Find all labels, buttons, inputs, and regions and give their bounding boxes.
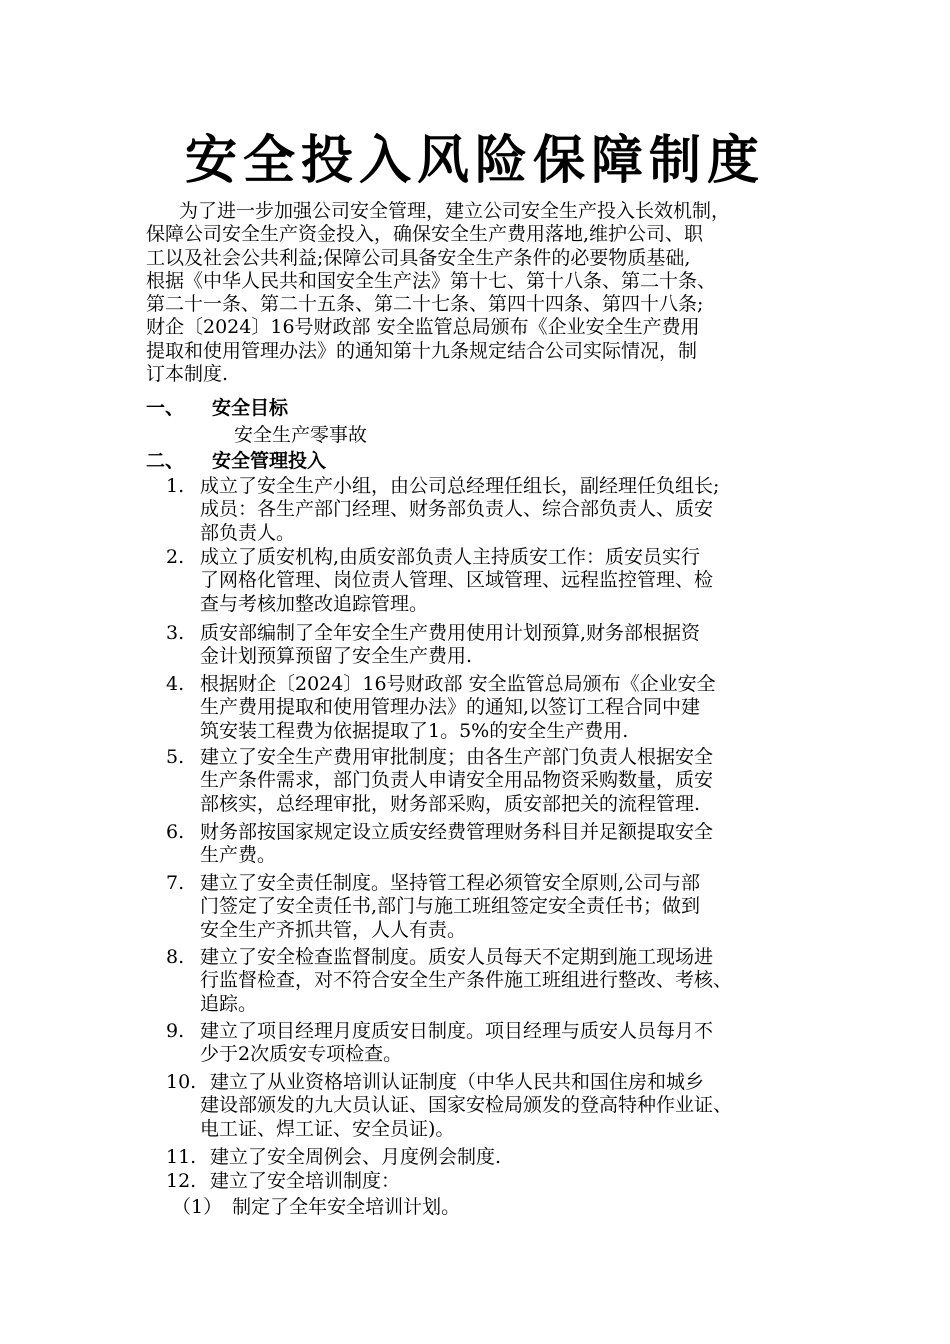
list-item-line: 筑安装工程费为依据提取了1。5%的安全生产费用. — [200, 719, 629, 742]
list-item-number: 1. — [166, 475, 185, 497]
list-item-line: 建立了安全责任制度。坚持管工程必须管安全原则,公司与部 — [200, 872, 701, 894]
list-item-line: 生产费。 — [200, 844, 277, 867]
list-item-line: 了网格化管理、岗位责人管理、区域管理、远程监控管理、检 — [200, 569, 714, 592]
list-item-number: 7. — [166, 872, 185, 894]
section-title: 安全目标 — [212, 397, 289, 419]
list-item-line: 建立了从业资格培训认证制度（中华人民共和国住房和城乡 — [210, 1071, 705, 1093]
list-item-line: 部负责人。 — [200, 521, 296, 544]
list-item-text — [200, 1170, 400, 1193]
list-item-line: 建立了安全周例会、月度例会制度. — [210, 1146, 502, 1168]
list-item-number: 9. — [166, 1020, 185, 1042]
list-item-line: 根据财企〔2024〕16号财政部 安全监管总局颁布《企业安全 — [200, 673, 716, 695]
intro-line: 提取和使用管理办法》的通知第十九条规定结合公司实际情况，制 — [146, 339, 698, 362]
intro-line: 财企〔2024〕16号财政部 安全监管总局颁布《企业安全生产费用 — [146, 316, 700, 339]
goal-text: 安全生产零事故 — [234, 424, 368, 446]
list-item-line: 电工证、焊工证、安全员证)。 — [200, 1117, 455, 1140]
list-item-text — [200, 1146, 501, 1169]
list-item-line: 生产条件需求，部门负责人申请安全用品物资采购数量，质安 — [200, 769, 714, 792]
list-item-line: 查与考核加整改追踪管理。 — [200, 592, 429, 615]
list-item-number: 5. — [166, 746, 185, 768]
list-item-line: 财务部按国家规定设立质安经费管理财务科目并足额提取安全 — [200, 821, 714, 843]
list-item-line: 部核实，总经理审批，财务部采购，质安部把关的流程管理. — [200, 792, 701, 815]
list-item-text — [200, 821, 713, 868]
list-item-number: 11. — [166, 1146, 197, 1168]
list-item-line: 生产费用提取和使用管理办法》的通知,以签订工程合同中建 — [200, 696, 701, 719]
list-item-text — [200, 546, 713, 616]
list-item-line: 建立了安全生产费用审批制度；由各生产部门负责人根据安全 — [200, 746, 714, 768]
list-item-text — [200, 673, 716, 743]
list-item-line: 质安部编制了全年安全生产费用使用计划预算,财务部根据资 — [200, 622, 701, 644]
list-item-line: 行监督检查，对不符合安全生产条件施工班组进行整改、考核、 — [200, 969, 733, 992]
list-item-number: 12. — [166, 1170, 197, 1192]
intro-line: 工以及社会公共利益;保障公司具备安全生产条件的必要物质基础, — [146, 246, 691, 269]
list-item-line: 成立了质安机构,由质安部负责人主持质安工作：质安员实行 — [200, 546, 701, 568]
list-item-line: 建立了安全培训制度： — [210, 1170, 401, 1192]
list-item-number: 6. — [166, 821, 185, 843]
list-item-text — [200, 746, 713, 816]
sub-list-item-text: 制定了全年安全培训计划。 — [232, 1196, 461, 1218]
section-heading-goal — [146, 397, 288, 420]
list-item-line: 建设部颁发的九大员认证、国家安检局颁发的登高特种作业证、 — [200, 1094, 733, 1117]
list-item-line: 成立了安全生产小组，由公司总经理任组长，副经理任负组长; — [200, 475, 720, 497]
list-item-line: 建立了安全检查监督制度。质安人员每天不定期到施工现场进 — [200, 946, 714, 968]
list-item-number: 2. — [166, 546, 185, 568]
intro-paragraph — [146, 200, 818, 386]
section-title: 安全管理投入 — [212, 450, 327, 472]
list-item-number: 8. — [166, 946, 185, 968]
list-item-text — [200, 1020, 713, 1067]
document-title: 安全投入风险保障制度 — [184, 130, 765, 191]
list-item-line: 建立了项目经理月度质安日制度。项目经理与质安人员每月不 — [200, 1020, 714, 1042]
list-item-number: 3. — [166, 622, 185, 644]
list-item-number: 4. — [166, 673, 185, 695]
sub-list-item-number: （1） — [172, 1196, 223, 1218]
list-item-text — [200, 475, 719, 545]
list-item-line: 安全生产齐抓共管，人人有责。 — [200, 918, 467, 941]
list-item-line: 少于2次质安专项检查。 — [200, 1043, 403, 1066]
sub-list-item — [172, 1196, 460, 1219]
list-item-line: 追踪。 — [200, 992, 258, 1015]
intro-line: 根据《中华人民共和国安全生产法》第十七、第十八条、第二十条、 — [146, 269, 717, 292]
list-item-text — [200, 622, 700, 669]
intro-line: 保障公司安全生产资金投入，确保安全生产费用落地,维护公司、职 — [146, 223, 704, 246]
section-number: 二、 — [146, 450, 185, 472]
section-heading-investment — [146, 450, 326, 473]
section-number: 一、 — [146, 397, 185, 419]
list-item-line: 门签定了安全责任书,部门与施工班组签定安全责任书；做到 — [200, 895, 701, 918]
list-item-line: 成员：各生产部门经理、财务部负责人、综合部负责人、质安 — [200, 498, 714, 521]
list-item-text — [200, 946, 732, 1016]
intro-line: 第二十一条、第二十五条、第二十七条、第四十四条、第四十八条; — [146, 293, 704, 316]
list-item-line: 金计划预算预留了安全生产费用. — [200, 645, 473, 668]
list-item-number: 10. — [166, 1071, 197, 1093]
list-item-text — [200, 872, 700, 942]
intro-line: 为了进一步加强公司安全管理，建立公司安全生产投入长效机制， — [179, 200, 731, 222]
intro-line: 订本制度. — [146, 363, 229, 386]
list-item-text — [200, 1071, 732, 1141]
